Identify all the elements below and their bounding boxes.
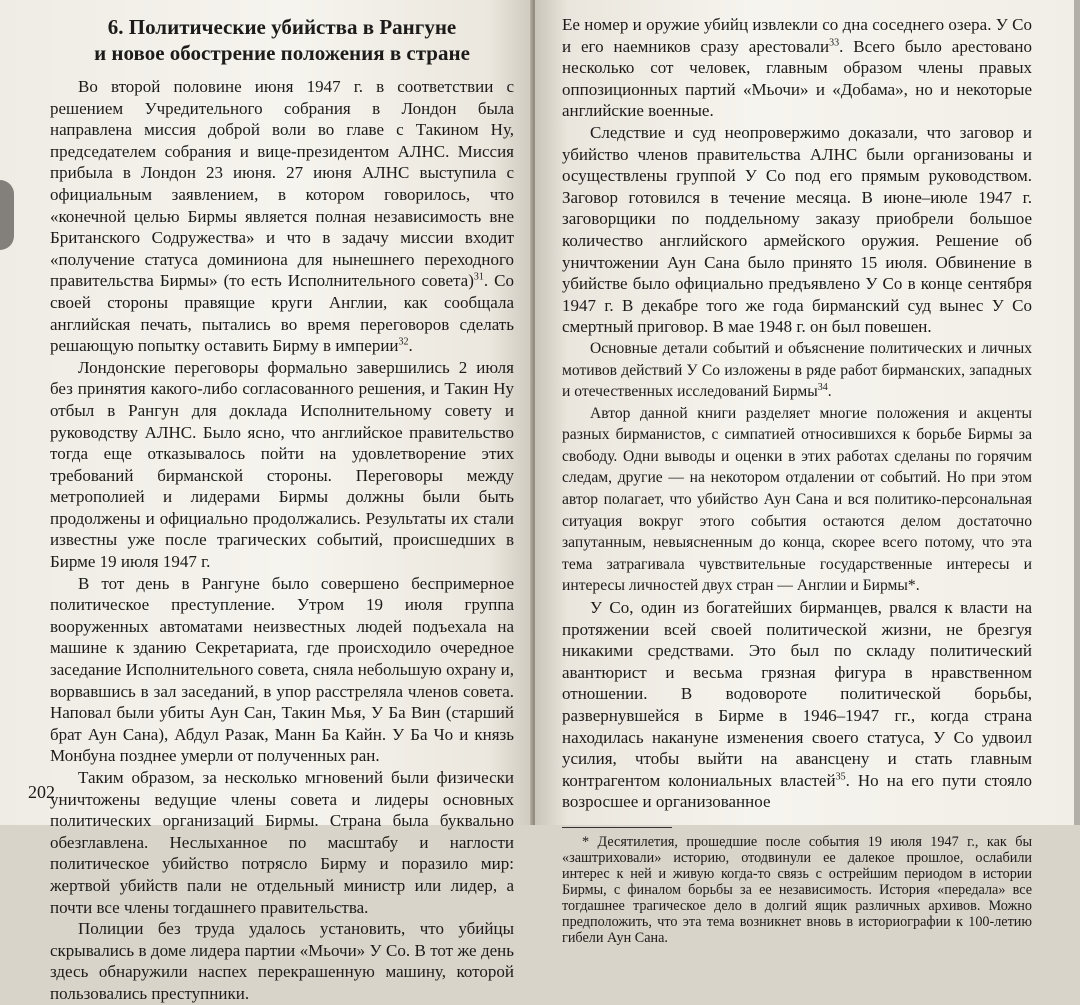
paragraph: Лондонские переговоры формально завершились 2 июля без принятия какого-либо согласованного решения, и Такин Ну отбыл в Рангун для доклада Исполнительному совету и руководству АЛНС. Было ясно, что английское правительство тогда еще отказывалось пойти на удовлетворение этих требований бирманской стороны. Переговоры между метрополией и лидерами Бирмы должны были быть продолжены и официально продолжались. Результаты их стали известны уже после трагических событий, происшедших в Бирме 19 июля 1947 г. <box>50 357 514 572</box>
paragraph: Ее номер и оружие убийц извлекли со дна соседнего озера. У Со и его наемников сразу арестовали$^{33}$. Всего было арестовано несколько сот человек, главным образом члены правых оппозиционных партий «Мьочи» и «Добама», но и некоторые английские военные. <box>562 15 1032 121</box>
chapter-title-line1: 6. Политические убийства в Рангуне <box>107 15 457 39</box>
paragraph: Таким образом, за несколько мгновений были физически уничтожены ведущие члены совета и лидеры основных политических организаций Бирмы. Страна была буквально обезглавлена. Неслыханное по масштабу и наглости политическое убийство потрясло Бирму и поразило мир: жертвой убийств пали не отдельный министр или лидер, а почти все члены тогдашнего правительства. <box>50 768 514 917</box>
note-ref: 35 <box>835 771 846 783</box>
note-ref: 32 <box>398 336 409 348</box>
page-edge-shadow <box>1074 0 1080 825</box>
left-page-content <box>50 14 514 1005</box>
footnote: * Десятилетия, прошедшие после события 19 июля 1947 г., как бы «заштриховали» историю, отодвинули ее далекое прошлое, ослабили интерес к ней и живую когда-то связь с острейшим периодом в истории Бирмы, с финалом борьбы за ее независимость. История «передала» все тогдашнее трагическое дело в долгий ящик различных архивов. Можно предположить, что эта тема возникнет вновь в историографии к 100-летию гибели Аун Сана. <box>562 833 1032 946</box>
note-ref: 34 <box>817 381 828 393</box>
paragraph: Основные детали событий и объяснение политических и личных мотивов действий У Со изложены в ряде работ бирманских, западных и отечественных исследований Бирмы$^{34}$. <box>562 339 1032 401</box>
paragraph: У Со, один из богатейших бирманцев, рвался к власти на протяжении всей своей политической жизни, не брезгуя никакими средствами. Это был по складу политический авантюрист и весьма грязная фигура в нравственном отношении. В водовороте политической борьбы, развернувшейся в Бирме в 1946–1947 гг., когда страна находилась накануне изменения своего статуса, У Со удвоил усилия, чтобы выйти на авансцену и стать главным контрагентом колониальных властей$^{35}$. Но на его пути стояло возросшее и организованное <box>562 598 1032 812</box>
paragraph: Полиции без труда удалось установить, что убийцы скрывались в доме лидера партии «Мьочи» У Со. В тот же день здесь обнаружили наспех перекрашенную машину, которой пользовались преступники. <box>50 919 514 1003</box>
footnote-divider <box>562 827 672 828</box>
note-ref: 31 <box>473 271 484 283</box>
paragraph: Автор данной книги разделяет многие положения и акценты разных бирманистов, с симпатией относившихся к борьбе Бирмы за свободу. Одни выводы и оценки в этих работах сделаны по горячим следам, другие — на некотором отдалении от событий. Но при этом автор полагает, что убийство Аун Сана и вся политико-персональная ситуация вокруг этого события остаются делом достаточно запутанным, невыясненным до конца, скорее всего потому, что эта тема затрагивала чувствительные государственные интересы и интересы личностей двух стран — Англии и Бирмы*. <box>562 404 1032 595</box>
paragraph: В тот день в Рангуне было совершено беспримерное политическое преступление. Утром 19 июля группа вооруженных автоматами неизвестных людей подъехала на машине к зданию Секретариата, где происходило очередное заседание Исполнительного совета, сняла небольшую охрану и, ворвавшись в зал заседаний, в упор расстреляла членов совета. Наповал были убиты Аун Сан, Такин Мья, У Ба Вин (старший брат Аун Сана), Абдул Разак, Манн Ба Кайн. У Ба Чо и князь Монбуна позднее умерли от полученных ран. <box>50 573 514 766</box>
chapter-title <box>50 14 514 66</box>
paragraph: Во второй половине июня 1947 г. в соответствии с решением Учредительного собрания в Лондон была направлена миссия доброй воли во главе с Такином Ну, председателем собрания и вице-президентом АЛНС. Миссия прибыла в Лондон 23 июня. 27 июня АЛНС выступила с официальным заявлением, в котором говорилось, что «конечной целью Бирмы является полная независимость вне Британского Содружества» и что в задачу миссии входит «получение статуса доминиона для нынешнего переходного правительства Бирмы» (то есть Исполнительного совета)$^{31}$. Со своей стороны правящие круги Англии, как сообщала английская печать, пытались во время переговоров сделать решающую попытку оставить Бирму в империи$^{32}$. <box>50 77 514 356</box>
paragraph: Следствие и суд неопровержимо доказали, что заговор и убийство членов правительства АЛНС были организованы и осуществлены группой У Со под его прямым руководством. Заговор готовился в течение месяца. В июне–июле 1947 г. заговорщики по поддельному заказу приобрели большое количество английского армейского оружия. Решение об уничтожении Аун Сана было принято 15 июля. Обвинение в убийстве было официально предъявлено У Со в конце сентября 1947 г. В декабре того же года бирманский суд вынес У Со смертный приговор. В мае 1948 г. он был повешен. <box>562 122 1032 337</box>
right-page-content <box>562 14 1032 946</box>
finger-shadow <box>0 180 14 250</box>
chapter-title-line2: и новое обострение положения в стране <box>94 41 470 65</box>
note-ref: 33 <box>829 36 840 48</box>
left-page <box>0 0 532 1003</box>
page-number: 202 <box>28 782 55 802</box>
